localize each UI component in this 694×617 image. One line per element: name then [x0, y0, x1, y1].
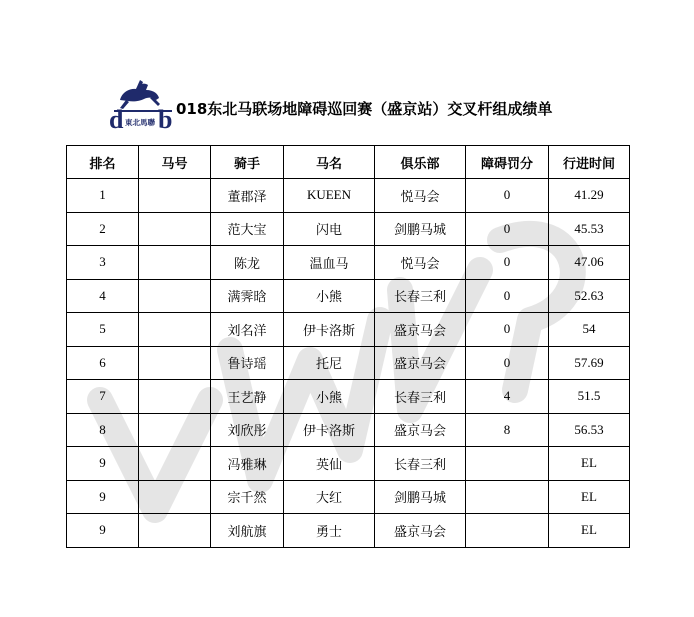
cell-horse-number [139, 212, 211, 246]
cell-rider: 刘欣彤 [211, 413, 284, 447]
header-penalty: 障碍罚分 [466, 146, 549, 179]
table-row [67, 246, 630, 280]
club-logo [106, 78, 180, 130]
cell-rider: 宗千然 [211, 480, 284, 514]
cell-club: 悦马会 [375, 246, 466, 280]
cell-penalty: 0 [466, 346, 549, 380]
cell-time: 51.5 [549, 380, 630, 414]
logo-letter-b: b [158, 105, 173, 130]
header-rank: 排名 [67, 146, 139, 179]
cell-rank: 6 [67, 346, 139, 380]
table-row [67, 279, 630, 313]
cell-horse-name: KUEEN [284, 179, 375, 213]
cell-rider: 冯雅琳 [211, 447, 284, 481]
header-club: 俱乐部 [375, 146, 466, 179]
cell-horse-number [139, 413, 211, 447]
cell-time: 54 [549, 313, 630, 347]
cell-rank: 7 [67, 380, 139, 414]
table-row [67, 346, 630, 380]
cell-rank: 2 [67, 212, 139, 246]
logo-text: 東北馬聯 [125, 118, 155, 127]
cell-time: EL [549, 514, 630, 548]
cell-horse-name: 伊卡洛斯 [284, 313, 375, 347]
table-row [67, 480, 630, 514]
header-horse-number: 马号 [139, 146, 211, 179]
cell-rider: 陈龙 [211, 246, 284, 280]
cell-club: 长春三利 [375, 279, 466, 313]
cell-club: 长春三利 [375, 447, 466, 481]
cell-horse-number [139, 346, 211, 380]
cell-rider: 鲁诗瑶 [211, 346, 284, 380]
cell-club: 剑鹏马城 [375, 480, 466, 514]
cell-horse-name: 小熊 [284, 279, 375, 313]
cell-horse-number [139, 246, 211, 280]
cell-penalty: 0 [466, 179, 549, 213]
cell-horse-name: 英仙 [284, 447, 375, 481]
page-title: 018东北马联场地障碍巡回赛（盛京站）交叉杆组成绩单 [176, 100, 553, 118]
table-header-row [67, 146, 630, 179]
cell-penalty [466, 514, 549, 548]
cell-horse-name: 托尼 [284, 346, 375, 380]
table-row [67, 380, 630, 414]
cell-club: 长春三利 [375, 380, 466, 414]
cell-rider: 董郡泽 [211, 179, 284, 213]
cell-horse-name: 闪电 [284, 212, 375, 246]
logo-letter-d: d [109, 105, 124, 130]
cell-club: 盛京马会 [375, 346, 466, 380]
cell-penalty [466, 480, 549, 514]
cell-club: 盛京马会 [375, 413, 466, 447]
results-table [66, 145, 630, 548]
cell-horse-number [139, 480, 211, 514]
cell-rank: 9 [67, 447, 139, 481]
cell-rank: 5 [67, 313, 139, 347]
cell-horse-name: 勇士 [284, 514, 375, 548]
cell-rank: 4 [67, 279, 139, 313]
cell-club: 悦马会 [375, 179, 466, 213]
cell-penalty: 8 [466, 413, 549, 447]
table-row [67, 413, 630, 447]
cell-time: 47.06 [549, 246, 630, 280]
cell-horse-number [139, 313, 211, 347]
header-time: 行进时间 [549, 146, 630, 179]
cell-rider: 王艺静 [211, 380, 284, 414]
cell-horse-name: 小熊 [284, 380, 375, 414]
cell-penalty [466, 447, 549, 481]
cell-rider: 满霁晗 [211, 279, 284, 313]
table-row [67, 514, 630, 548]
cell-time: EL [549, 447, 630, 481]
cell-horse-name: 大红 [284, 480, 375, 514]
cell-club: 盛京马会 [375, 313, 466, 347]
cell-horse-number [139, 279, 211, 313]
table-row [67, 179, 630, 213]
cell-horse-number [139, 447, 211, 481]
cell-horse-number [139, 514, 211, 548]
cell-time: 41.29 [549, 179, 630, 213]
cell-penalty: 0 [466, 212, 549, 246]
cell-horse-number [139, 380, 211, 414]
cell-time: 52.63 [549, 279, 630, 313]
cell-rank: 8 [67, 413, 139, 447]
document-header [106, 78, 586, 130]
cell-horse-name: 温血马 [284, 246, 375, 280]
cell-rider: 刘名洋 [211, 313, 284, 347]
cell-penalty: 4 [466, 380, 549, 414]
cell-rider: 刘航旗 [211, 514, 284, 548]
cell-rider: 范大宝 [211, 212, 284, 246]
cell-time: EL [549, 480, 630, 514]
cell-time: 57.69 [549, 346, 630, 380]
table-row [67, 447, 630, 481]
cell-horse-number [139, 179, 211, 213]
cell-rank: 9 [67, 514, 139, 548]
cell-horse-name: 伊卡洛斯 [284, 413, 375, 447]
cell-time: 56.53 [549, 413, 630, 447]
table-row [67, 313, 630, 347]
header-rider: 骑手 [211, 146, 284, 179]
cell-time: 45.53 [549, 212, 630, 246]
header-horse-name: 马名 [284, 146, 375, 179]
cell-club: 剑鹏马城 [375, 212, 466, 246]
cell-penalty: 0 [466, 246, 549, 280]
cell-penalty: 0 [466, 313, 549, 347]
table-row [67, 212, 630, 246]
cell-club: 盛京马会 [375, 514, 466, 548]
cell-rank: 3 [67, 246, 139, 280]
cell-rank: 9 [67, 480, 139, 514]
cell-penalty: 0 [466, 279, 549, 313]
cell-rank: 1 [67, 179, 139, 213]
